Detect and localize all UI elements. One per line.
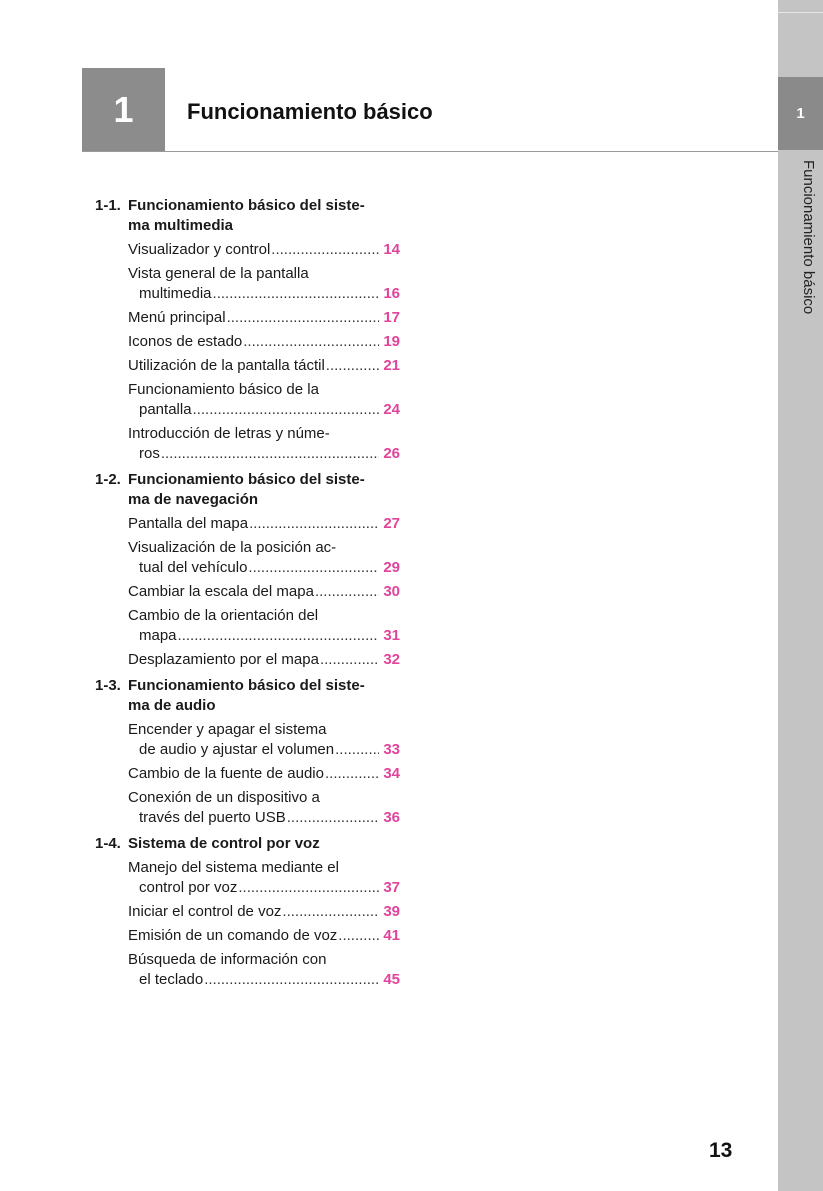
dot-leader: [204, 970, 379, 990]
toc-section: [95, 834, 400, 990]
toc-entry[interactable]: [128, 926, 400, 946]
entry-page-number[interactable]: 24: [383, 401, 400, 418]
entry-page-number[interactable]: 36: [383, 809, 400, 826]
entry-text-line: multimedia: [139, 285, 212, 302]
chapter-tab-label: Funcionamiento básico: [800, 160, 817, 315]
dot-leader: [338, 926, 379, 946]
entry-text-line: Utilización de la pantalla táctil: [128, 357, 325, 374]
toc-section: [95, 470, 400, 670]
entry-text-line: tual del vehículo: [139, 559, 248, 576]
entry-page-number[interactable]: 19: [383, 333, 400, 350]
entry-text-line: Visualizador y control: [128, 241, 271, 258]
toc-entry[interactable]: [128, 380, 400, 420]
entry-text-line: pantalla: [139, 401, 192, 418]
entry-text-line: de audio y ajustar el volumen: [139, 741, 335, 758]
toc-entry[interactable]: [128, 764, 400, 784]
section-title-line: ma multimedia: [128, 217, 234, 234]
chapter-title: Funcionamiento básico: [187, 99, 433, 124]
chapter-tab-active[interactable]: 1: [778, 77, 823, 150]
entry-text-line: Visualización de la posición ac-: [128, 539, 337, 556]
dot-leader: [315, 582, 379, 602]
toc-entry[interactable]: [128, 538, 400, 578]
entry-text-line: Búsqueda de información con: [128, 951, 327, 968]
dot-leader: [282, 902, 379, 922]
toc-entry[interactable]: [128, 332, 400, 352]
section-title-line: ma de navegación: [128, 491, 259, 508]
dot-leader: [227, 308, 379, 328]
section-heading[interactable]: [95, 834, 400, 854]
dot-leader: [287, 808, 379, 828]
entry-text-line: Menú principal: [128, 309, 226, 326]
toc-section: [95, 676, 400, 828]
dot-leader: [161, 444, 379, 464]
dot-leader: [326, 356, 379, 376]
entry-text-line: Conexión de un dispositivo a: [128, 789, 320, 806]
entry-page-number[interactable]: 27: [383, 515, 400, 532]
toc-entry[interactable]: [128, 514, 400, 534]
toc-entry[interactable]: [128, 950, 400, 990]
entry-page-number[interactable]: 32: [383, 651, 400, 668]
entry-page-number[interactable]: 39: [383, 903, 400, 920]
section-number: 1-4.: [95, 835, 121, 852]
toc-entry[interactable]: [128, 308, 400, 328]
entry-page-number[interactable]: 14: [383, 241, 400, 258]
dot-leader: [249, 514, 379, 534]
section-title-line: Funcionamiento básico del siste-: [128, 471, 365, 488]
entry-page-number[interactable]: 31: [383, 627, 400, 644]
entry-page-number[interactable]: 26: [383, 445, 400, 462]
toc-entry[interactable]: [128, 606, 400, 646]
toc-entry[interactable]: [128, 356, 400, 376]
page-number: 13: [709, 1139, 733, 1162]
section-heading[interactable]: [95, 196, 400, 236]
toc-entry[interactable]: [128, 424, 400, 464]
entry-page-number[interactable]: 30: [383, 583, 400, 600]
section-heading[interactable]: [95, 676, 400, 716]
section-number: 1-1.: [95, 197, 121, 214]
dot-leader: [238, 878, 379, 898]
section-title: [128, 834, 400, 854]
toc-entry[interactable]: [128, 240, 400, 260]
section-title-line: Funcionamiento básico del siste-: [128, 677, 365, 694]
section-heading[interactable]: [95, 470, 400, 510]
toc-section: [95, 196, 400, 464]
entry-page-number[interactable]: 17: [383, 309, 400, 326]
toc-entry[interactable]: [128, 650, 400, 670]
toc-entry[interactable]: [128, 788, 400, 828]
entry-page-number[interactable]: 29: [383, 559, 400, 576]
section-title: [128, 676, 400, 716]
entry-page-number[interactable]: 45: [383, 971, 400, 988]
dot-leader: [248, 558, 379, 578]
entry-page-number[interactable]: 21: [383, 357, 400, 374]
section-title-line: ma de audio: [128, 697, 216, 714]
entry-page-number[interactable]: 34: [383, 765, 400, 782]
section-number: 1-2.: [95, 471, 121, 488]
dot-leader: [243, 332, 379, 352]
entry-text-line: Cambiar la escala del mapa: [128, 583, 314, 600]
chapter-divider: [82, 151, 778, 152]
dot-leader: [193, 400, 379, 420]
entry-text-line: Iconos de estado: [128, 333, 243, 350]
section-title: [128, 196, 400, 236]
entry-text-line: Manejo del sistema mediante el: [128, 859, 339, 876]
entry-text-line: mapa: [139, 627, 177, 644]
dot-leader: [320, 650, 379, 670]
entry-text-line: Emisión de un comando de voz: [128, 927, 338, 944]
dot-leader: [178, 626, 379, 646]
entry-text-line: Vista general de la pantalla: [128, 265, 309, 282]
section-title: [128, 470, 400, 510]
entry-text-line: Cambio de la orientación del: [128, 607, 319, 624]
entry-text-line: ros: [139, 445, 160, 462]
table-of-contents: [95, 196, 400, 996]
entry-text-line: través del puerto USB: [139, 809, 286, 826]
entry-text-line: el teclado: [139, 971, 204, 988]
entry-page-number[interactable]: 41: [383, 927, 400, 944]
section-title-line: Sistema de control por voz: [128, 835, 320, 852]
entry-text-line: Pantalla del mapa: [128, 515, 249, 532]
toc-entry[interactable]: [128, 582, 400, 602]
dot-leader: [271, 240, 379, 260]
toc-entry[interactable]: [128, 264, 400, 304]
entry-page-number[interactable]: 16: [383, 285, 400, 302]
toc-entry[interactable]: [128, 720, 400, 760]
entry-text-line: Desplazamiento por el mapa: [128, 651, 319, 668]
entry-text-line: Introducción de letras y núme-: [128, 425, 330, 442]
toc-entry[interactable]: [128, 902, 400, 922]
entry-page-number[interactable]: 37: [383, 879, 400, 896]
side-tab-divider: [778, 12, 823, 13]
dot-leader: [213, 284, 379, 304]
section-title-line: Funcionamiento básico del siste-: [128, 197, 365, 214]
chapter-number-box: 1: [82, 68, 165, 151]
dot-leader: [325, 764, 379, 784]
entry-text-line: Cambio de la fuente de audio: [128, 765, 324, 782]
dot-leader: [335, 740, 379, 760]
toc-entry[interactable]: [128, 858, 400, 898]
entry-text-line: Encender y apagar el sistema: [128, 721, 327, 738]
section-number: 1-3.: [95, 677, 121, 694]
entry-text-line: control por voz: [139, 879, 238, 896]
entry-text-line: Funcionamiento básico de la: [128, 381, 319, 398]
entry-page-number[interactable]: 33: [383, 741, 400, 758]
entry-text-line: Iniciar el control de voz: [128, 903, 282, 920]
